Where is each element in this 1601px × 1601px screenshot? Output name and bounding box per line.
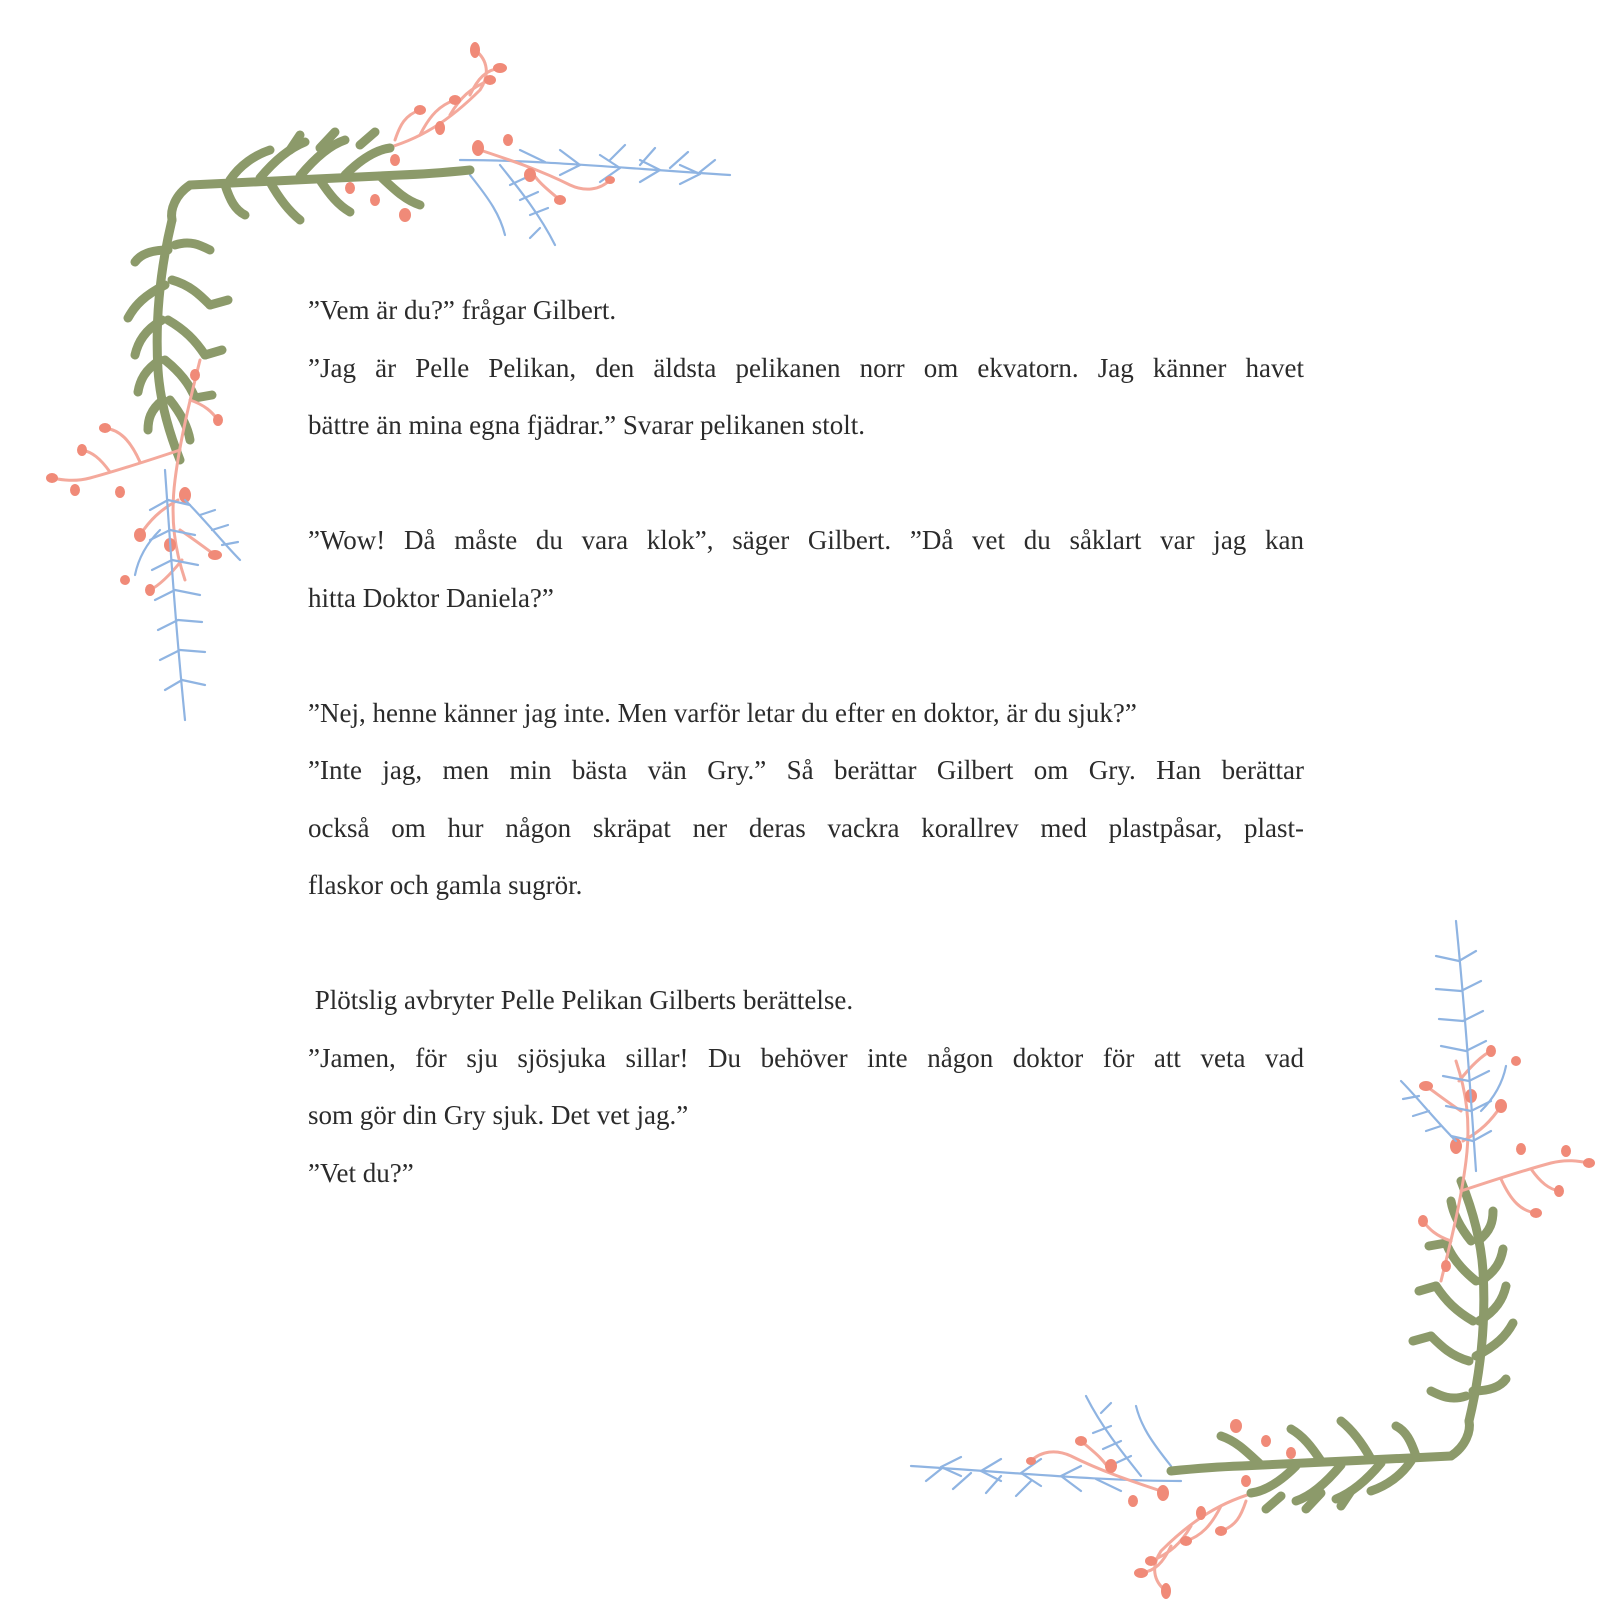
story-line: ”Wow! Då måste du vara klok”, säger Gilbert. ”Då vet du såklart var jag kan bbox=[308, 525, 1304, 555]
paragraph-gap bbox=[308, 915, 1304, 973]
story-line: bättre än mina egna fjädrar.” Svarar pelikanen stolt. bbox=[308, 410, 866, 440]
story-line: ”Vem är du?” frågar Gilbert. bbox=[308, 295, 617, 325]
story-line: också om hur någon skräpat ner deras vackra korallrev med plastpåsar, plast- bbox=[308, 812, 1304, 843]
story-line: flaskor och gamla sugrör. bbox=[308, 870, 583, 900]
story-line: ”Jag är Pelle Pelikan, den äldsta pelikanen norr om ekvatorn. Jag känner havet bbox=[308, 352, 1304, 383]
story-line: ”Nej, henne känner jag inte. Men varför letar du efter en doktor, är du sjuk?” bbox=[308, 697, 1137, 728]
story-line: ”Vet du?” bbox=[308, 1157, 414, 1188]
paragraph-gap bbox=[308, 455, 1304, 513]
story-text bbox=[308, 282, 1304, 1202]
story-line: hitta Doktor Daniela?” bbox=[308, 582, 554, 613]
paragraph-gap bbox=[308, 627, 1304, 685]
story-line: Plötslig avbryter Pelle Pelikan Gilberts berättelse. bbox=[308, 985, 854, 1015]
story-line: ”Inte jag, men min bästa vän Gry.” Så berättar Gilbert om Gry. Han berättar bbox=[308, 755, 1304, 785]
story-line: som gör din Gry sjuk. Det vet jag.” bbox=[308, 1100, 689, 1130]
story-line: ”Jamen, för sju sjösjuka sillar! Du behöver inte någon doktor för att veta vad bbox=[308, 1042, 1304, 1073]
